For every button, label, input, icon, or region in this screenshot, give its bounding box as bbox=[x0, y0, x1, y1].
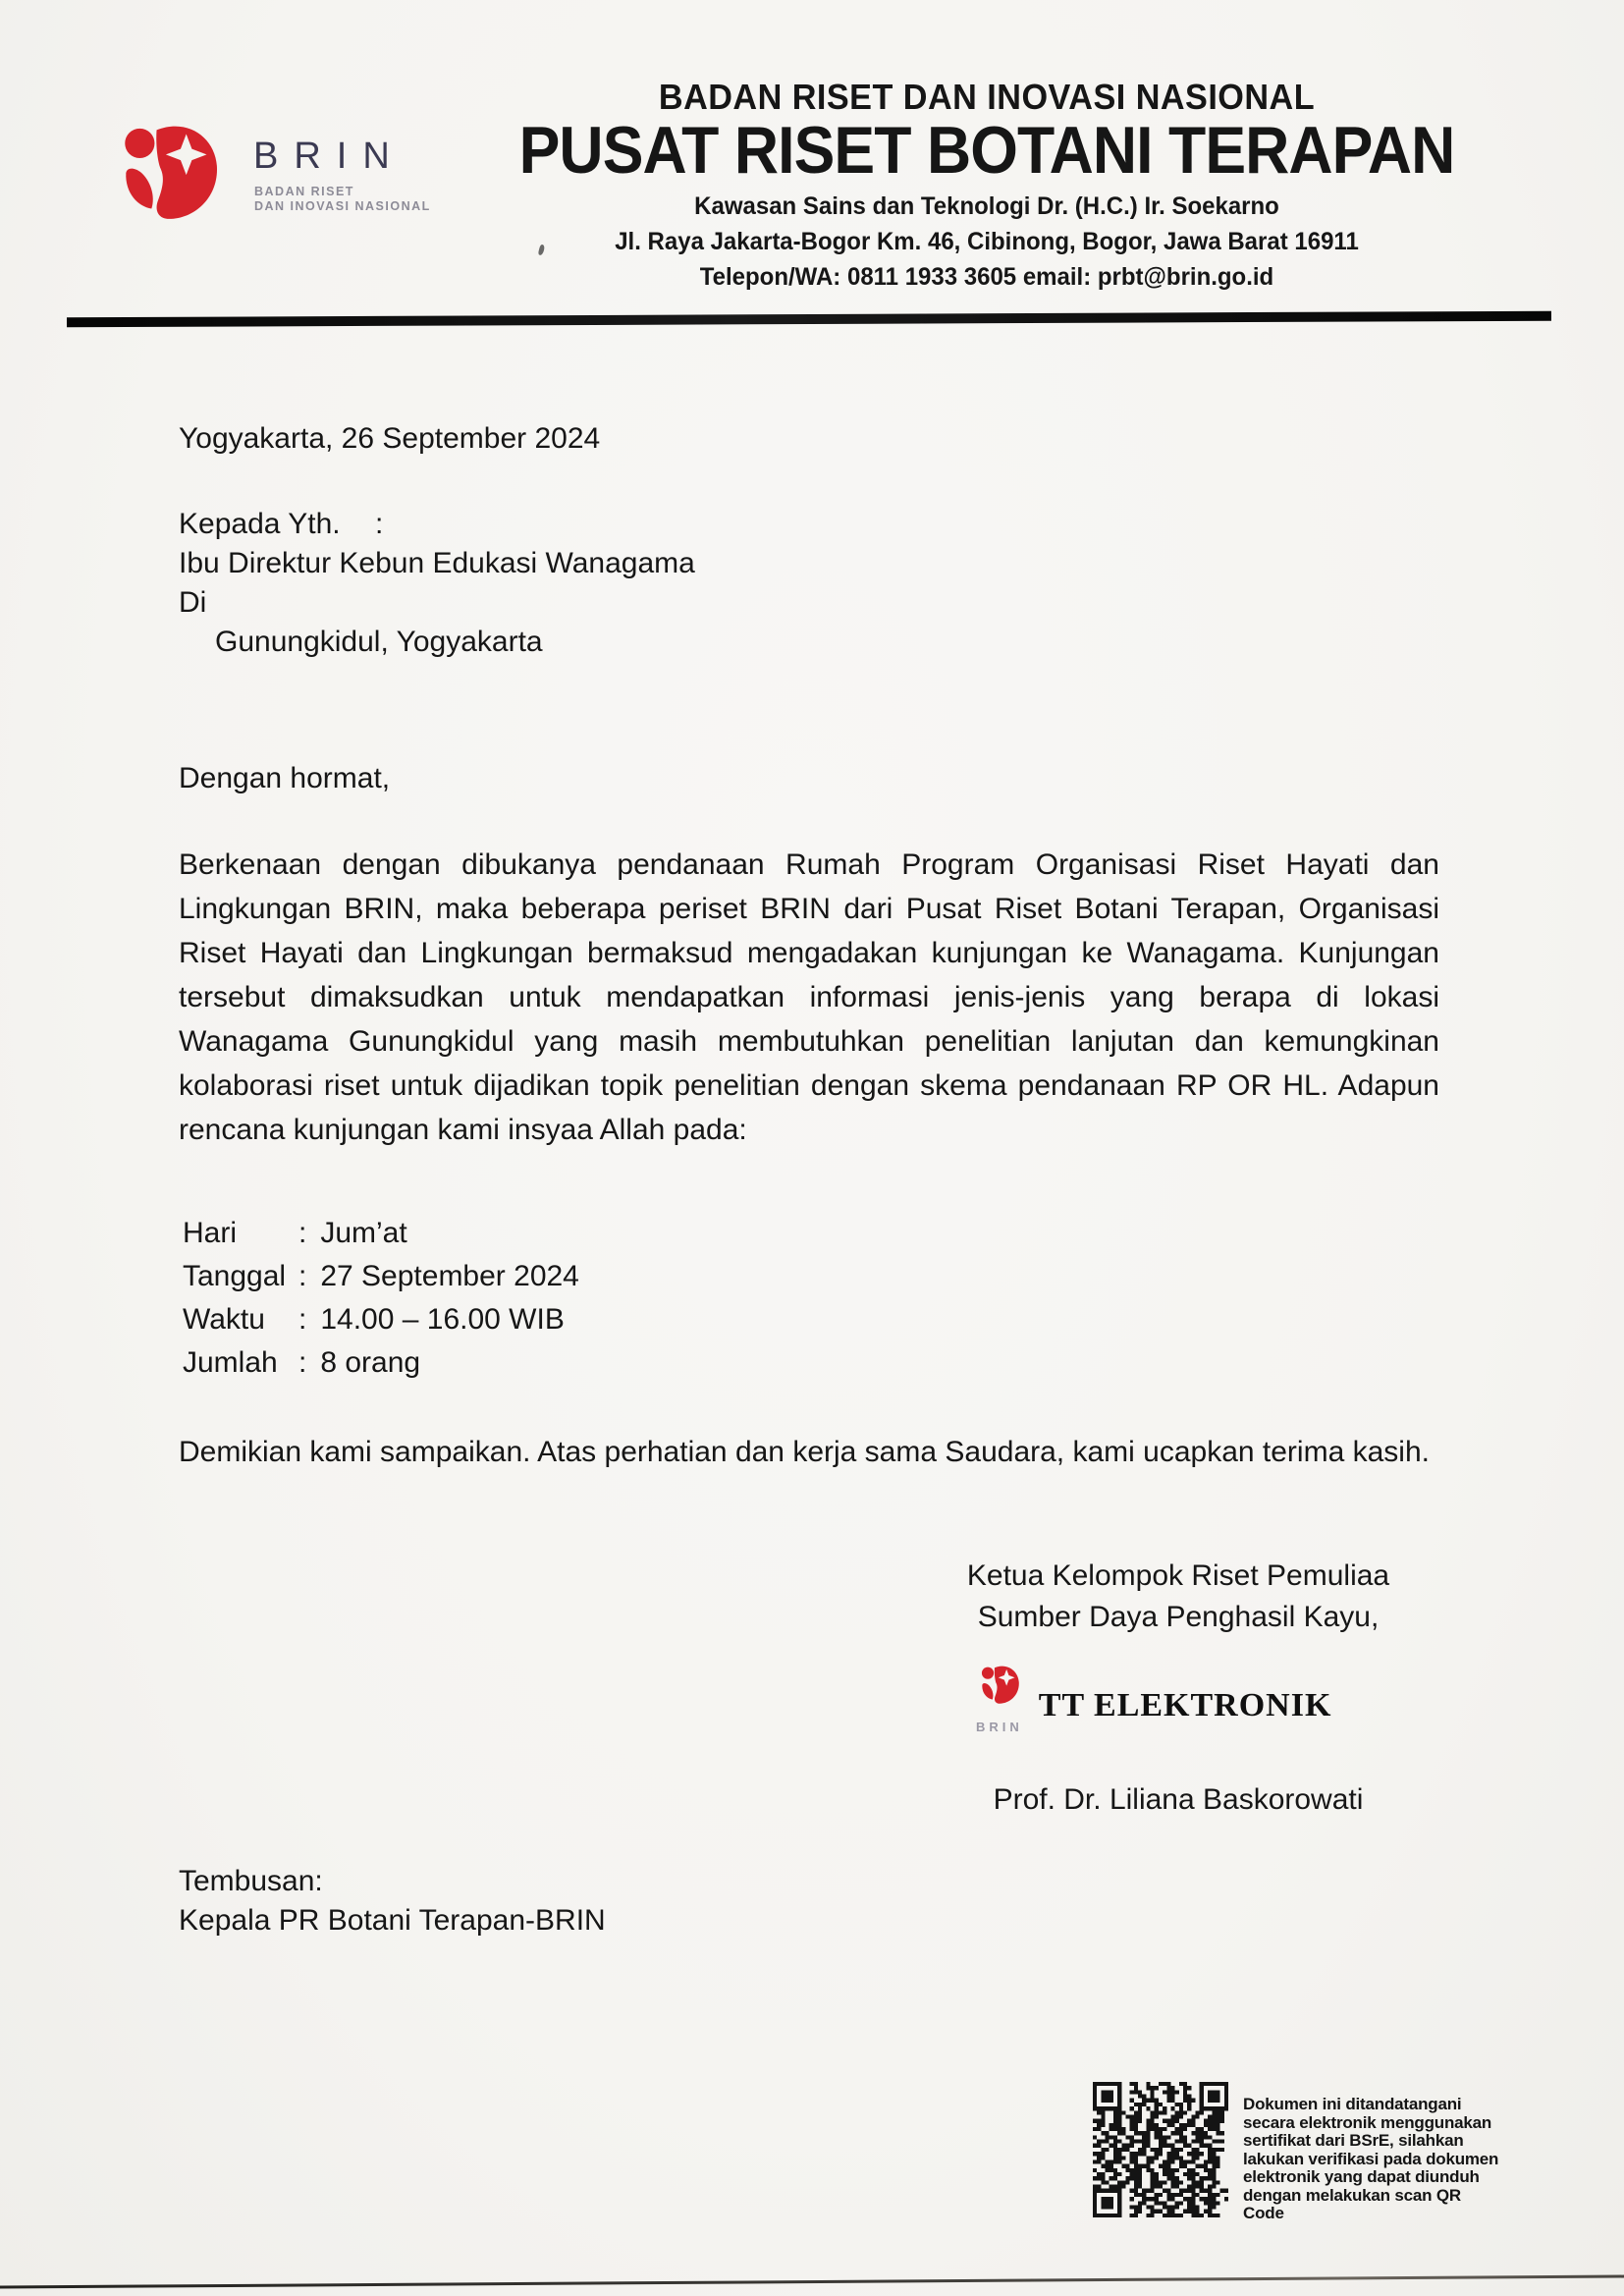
cc-block bbox=[179, 1862, 606, 1941]
cc-item: Kepala PR Botani Terapan-BRIN bbox=[179, 1904, 606, 1937]
letterhead-unit-title: PUSAT RISET BOTANI TERAPAN bbox=[518, 113, 1455, 188]
schedule-block bbox=[183, 1212, 579, 1385]
letterhead-contact-line: Telepon/WA: 0811 1933 3605 email: prbt@brin.go.id bbox=[699, 263, 1274, 291]
letterhead-org: BADAN RISET DAN INOVASI NASIONAL bbox=[658, 77, 1316, 117]
letterhead bbox=[349, 0, 1624, 314]
schedule-value: 27 September 2024 bbox=[320, 1260, 579, 1292]
schedule-row-tanggal bbox=[183, 1255, 579, 1298]
schedule-value: 8 orang bbox=[320, 1346, 421, 1379]
schedule-label: Jumlah bbox=[183, 1346, 278, 1379]
recipient-salutation-colon: : bbox=[375, 508, 384, 540]
schedule-value: 14.00 – 16.00 WIB bbox=[320, 1303, 565, 1336]
qr-code bbox=[1093, 2082, 1228, 2217]
recipient-name: Ibu Direktur Kebun Edukasi Wanagama bbox=[179, 547, 695, 579]
schedule-label: Tanggal bbox=[183, 1260, 287, 1292]
body-paragraph: Berkenaan dengan dibukanya pendanaan Rumah Program Organisasi Riset Hayati dan Lingkungan BRIN, maka beberapa periset BRIN dari Pusat Riset Botani Terapan, Organisasi Riset Hayati dan Lingkungan bermaksud mengadakan kunjungan ke Wanagama. Kunjungan tersebut dimaksudkan untuk mendapatkan informasi jenis-jenis yang berapa di lokasi Wanagama Gunungkidul yang masih membutuhkan penelitian lanjutan dan kemungkinan kolaborasi riset untuk dijadikan topik penelitian dengan skema pendanaan RP OR HL. Adapun rencana kunjungan kami insyaa Allah pada: bbox=[179, 848, 1439, 1146]
brin-logo-icon bbox=[118, 120, 220, 222]
schedule-row-hari bbox=[183, 1212, 579, 1255]
recipient-block bbox=[179, 505, 695, 662]
stamp-brand-text: TT ELEKTRONIK bbox=[1038, 1687, 1332, 1723]
greeting: Dengan hormat, bbox=[179, 762, 391, 794]
letterhead-divider-rule bbox=[67, 311, 1551, 328]
signatory-name: Prof. Dr. Liliana Baskorowati bbox=[993, 1783, 1364, 1816]
brin-stamp-logo-icon bbox=[979, 1664, 1020, 1705]
letterhead-address-line1: Kawasan Sains dan Teknologi Dr. (H.C.) Ir. Soekarno bbox=[694, 192, 1279, 220]
stamp-logo-wrap bbox=[976, 1664, 1023, 1748]
recipient-salutation-label: Kepada Yth. bbox=[179, 508, 341, 540]
recipient-location: Gunungkidul, Yogyakarta bbox=[215, 626, 543, 658]
stamp-logo-caption: BRIN bbox=[976, 1720, 1023, 1734]
closing-paragraph: Demikian kami sampaikan. Atas perhatian dan kerja sama Saudara, kami ucapkan terima kasih. bbox=[179, 1436, 1430, 1468]
schedule-colon: : bbox=[298, 1217, 307, 1249]
recipient-di: Di bbox=[179, 586, 207, 619]
schedule-label: Hari bbox=[183, 1217, 238, 1249]
dateline: Yogyakarta, 26 September 2024 bbox=[179, 422, 601, 455]
schedule-colon: : bbox=[298, 1303, 307, 1336]
brin-wordmark: BRIN bbox=[253, 136, 406, 177]
brin-logo-subtext-line1: BADAN RISET bbox=[254, 185, 354, 198]
signature-title-line2: Sumber Daya Penghasil Kayu, bbox=[977, 1601, 1380, 1633]
schedule-row-jumlah bbox=[183, 1341, 579, 1385]
signature-block bbox=[933, 1556, 1424, 1821]
schedule-row-waktu bbox=[183, 1298, 579, 1341]
signature-title-line1: Ketua Kelompok Riset Pemuliaa bbox=[966, 1559, 1390, 1592]
esign-stamp bbox=[933, 1673, 1424, 1738]
cc-heading: Tembusan: bbox=[179, 1865, 323, 1897]
schedule-colon: : bbox=[298, 1346, 307, 1379]
recipient-salutation bbox=[179, 505, 695, 544]
schedule-value: Jum’at bbox=[320, 1217, 407, 1249]
schedule-label: Waktu bbox=[183, 1303, 265, 1336]
letterhead-address-line2: Jl. Raya Jakarta-Bogor Km. 46, Cibinong, Bogor, Jawa Barat 16911 bbox=[615, 228, 1359, 255]
brin-logo-subtext-line2: DAN INOVASI NASIONAL bbox=[254, 199, 431, 213]
esign-note: Dokumen ini ditandatangani secara elektronik menggunakan sertifikat dari BSrE, silahkan lakukan verifikasi pada dokumen elektronik yang dapat diunduh dengan melakukan scan QR Code bbox=[1243, 2095, 1499, 2222]
schedule-colon: : bbox=[298, 1260, 307, 1292]
scan-edge-line bbox=[0, 2274, 1624, 2288]
